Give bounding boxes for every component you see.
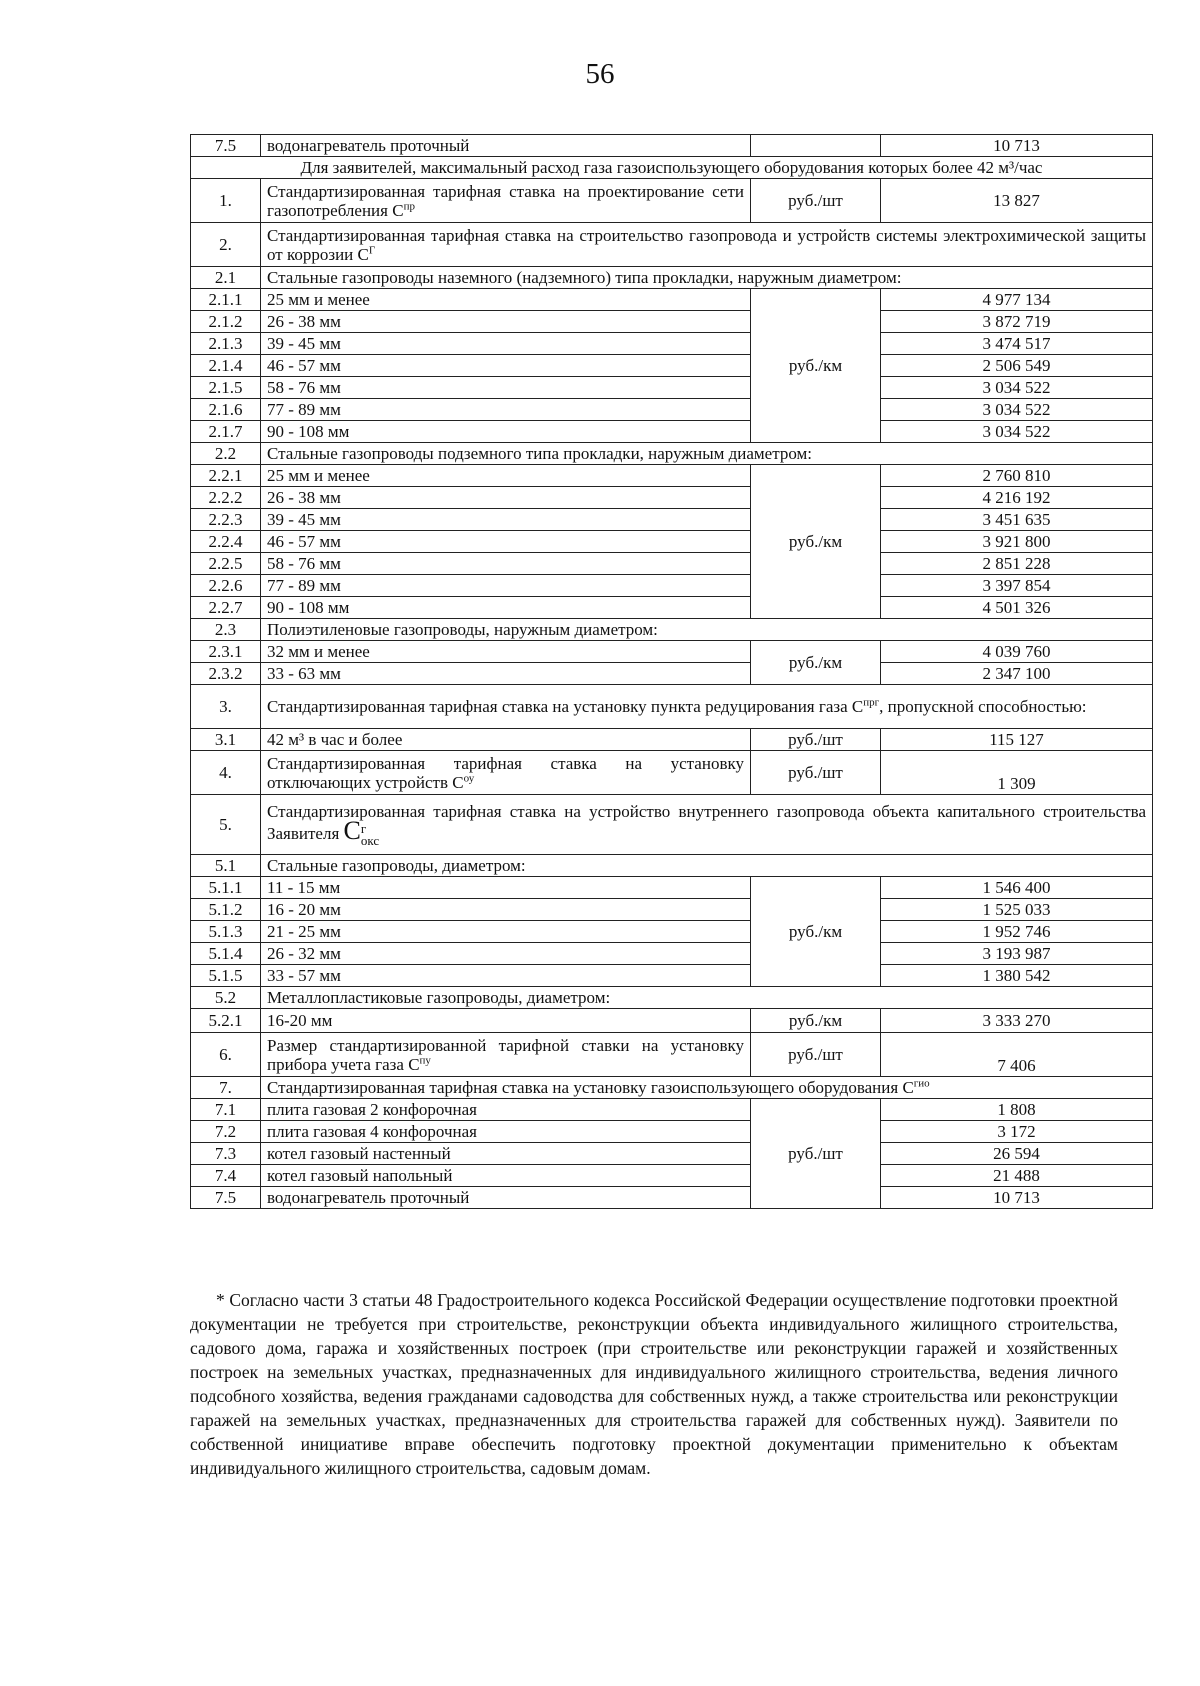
row-number: 2.3.1	[191, 641, 261, 663]
row-description: 33 - 57 мм	[261, 965, 751, 987]
table-row-5-1-x-0	[191, 877, 1153, 899]
symbol-superscript: гио	[913, 1077, 930, 1090]
row-value: 1 952 746	[881, 921, 1153, 943]
row-number: 7.5	[191, 1187, 261, 1209]
row-value: 3 034 522	[881, 399, 1153, 421]
table-row-5-1-x-4	[191, 965, 1153, 987]
table-row-1	[191, 179, 1153, 223]
row-number: 2.2.6	[191, 575, 261, 597]
row-number: 2.2.2	[191, 487, 261, 509]
row-number: 7.5	[191, 135, 261, 157]
desc-text: Стандартизированная тарифная ставка на строительство газопровода и устройств системы электрохимической защиты от коррозии	[267, 225, 1146, 264]
row-description: Стальные газопроводы наземного (надземного) типа прокладки, наружным диаметром:	[261, 267, 1153, 289]
row-description: 25 мм и менее	[261, 465, 751, 487]
row-description: котел газовый настенный	[261, 1143, 751, 1165]
row-value: 10 713	[881, 1187, 1153, 1209]
symbol-superscript: пр	[403, 199, 415, 212]
row-value: 1 380 542	[881, 965, 1153, 987]
table-row-2-2-x-1	[191, 487, 1153, 509]
row-value: 4 039 760	[881, 641, 1153, 663]
row-number: 2.1.3	[191, 333, 261, 355]
row-number: 5.1.5	[191, 965, 261, 987]
row-number: 2.1	[191, 267, 261, 289]
row-value: 13 827	[881, 179, 1153, 223]
row-value: 3 451 635	[881, 509, 1153, 531]
row-value: 7 406	[881, 1033, 1153, 1077]
row-value: 3 193 987	[881, 943, 1153, 965]
c-letter: С	[851, 697, 864, 716]
table-row-7-x-0	[191, 1099, 1153, 1121]
row-value: 3 474 517	[881, 333, 1153, 355]
row-number: 2.	[191, 223, 261, 267]
row-value: 2 506 549	[881, 355, 1153, 377]
desc-text: Стандартизированная тарифная ставка на установку пункта редуцирования газа	[267, 697, 848, 716]
row-number: 2.2.4	[191, 531, 261, 553]
table-row-2-2-x-2	[191, 509, 1153, 531]
symbol-subscript: окс	[360, 833, 380, 849]
row-description: плита газовая 4 конфорочная	[261, 1121, 751, 1143]
table-row-3-1	[191, 729, 1153, 751]
table-row-2-2-x-5	[191, 575, 1153, 597]
symbol-superscript: г	[360, 821, 367, 837]
row-description: 39 - 45 мм	[261, 509, 751, 531]
row-description: водонагреватель проточный	[261, 1187, 751, 1209]
desc-text: Стандартизированная тарифная ставка на устройство внутреннего газопровода объекта капитального строительства Заявителя	[267, 801, 1146, 843]
row-number: 2.2.1	[191, 465, 261, 487]
section-title: Для заявителей, максимальный расход газа газоиспользующего оборудования которых более 42 м³/час	[191, 157, 1153, 179]
row-description: 25 мм и менее	[261, 289, 751, 311]
row-description	[261, 1033, 751, 1077]
row-number: 5.1.3	[191, 921, 261, 943]
row-description: 11 - 15 мм	[261, 877, 751, 899]
row-value: 2 760 810	[881, 465, 1153, 487]
row-value: 3 872 719	[881, 311, 1153, 333]
row-unit: руб./км	[751, 1009, 881, 1033]
row-value: 3 034 522	[881, 377, 1153, 399]
row-value: 3 921 800	[881, 531, 1153, 553]
table-row-2-1-x-5	[191, 399, 1153, 421]
row-value: 1 808	[881, 1099, 1153, 1121]
row-number: 7.	[191, 1077, 261, 1099]
row-description: 16 - 20 мм	[261, 899, 751, 921]
c-letter-large: С	[343, 815, 361, 845]
row-number: 2.3	[191, 619, 261, 641]
table-row-2-1-x-1	[191, 311, 1153, 333]
row-number: 1.	[191, 179, 261, 223]
table-row-5-2-1	[191, 1009, 1153, 1033]
table-row-5-2	[191, 987, 1153, 1009]
table-row-3	[191, 685, 1153, 729]
table-row-7-x-1	[191, 1121, 1153, 1143]
table-row-2-3-x-1	[191, 663, 1153, 685]
row-number: 2.2	[191, 443, 261, 465]
desc-text: Размер стандартизированной тарифной ставки на установку прибора учета газа	[267, 1035, 744, 1074]
row-number: 3.	[191, 685, 261, 729]
row-description: 77 - 89 мм	[261, 575, 751, 597]
row-description: 26 - 32 мм	[261, 943, 751, 965]
row-number: 2.2.5	[191, 553, 261, 575]
desc-text: Стандартизированная тарифная ставка на установку отключающих устройств	[267, 753, 744, 792]
c-letter: С	[902, 1078, 914, 1097]
desc-text: Стандартизированная тарифная ставка на проектирование сети газопотребления	[267, 181, 744, 220]
row-value: 26 594	[881, 1143, 1153, 1165]
c-letter: С	[392, 200, 404, 220]
table-row-2-2-x-4	[191, 553, 1153, 575]
row-value: 4 977 134	[881, 289, 1153, 311]
page-number: 56	[585, 58, 615, 90]
row-number: 5.1.2	[191, 899, 261, 921]
table-row-2	[191, 223, 1153, 267]
row-unit: руб./шт	[751, 1033, 881, 1077]
row-description	[261, 223, 1153, 267]
row-value: 4 216 192	[881, 487, 1153, 509]
row-value: 10 713	[881, 135, 1153, 157]
row-description: 16-20 мм	[261, 1009, 751, 1033]
row-number: 5.1	[191, 855, 261, 877]
row-description	[261, 179, 751, 223]
c-letter: С	[357, 244, 369, 264]
row-number: 3.1	[191, 729, 261, 751]
row-number: 2.1.6	[191, 399, 261, 421]
row-value: 3 397 854	[881, 575, 1153, 597]
table-row-2-1-x-3	[191, 355, 1153, 377]
row-value: 1 525 033	[881, 899, 1153, 921]
row-description: 90 - 108 мм	[261, 597, 751, 619]
table-row-2-2-x-6	[191, 597, 1153, 619]
row-description: 58 - 76 мм	[261, 377, 751, 399]
row-number: 5.2	[191, 987, 261, 1009]
row-description: котел газовый напольный	[261, 1165, 751, 1187]
row-value: 2 851 228	[881, 553, 1153, 575]
row-number: 7.4	[191, 1165, 261, 1187]
section-title-row	[191, 157, 1153, 179]
row-description	[261, 1077, 1153, 1099]
symbol-superscript: пу	[419, 1053, 431, 1066]
row-value: 2 347 100	[881, 663, 1153, 685]
table-row-5-1-x-1	[191, 899, 1153, 921]
row-description	[261, 751, 751, 795]
table-row-6	[191, 1033, 1153, 1077]
row-description	[261, 685, 1153, 729]
row-description: 26 - 38 мм	[261, 311, 751, 333]
table-row-7	[191, 1077, 1153, 1099]
symbol-superscript: прг	[863, 696, 880, 709]
row-description: 90 - 108 мм	[261, 421, 751, 443]
table-row-2-2-x-3	[191, 531, 1153, 553]
row-description: Стальные газопроводы, диаметром:	[261, 855, 1153, 877]
row-number: 2.1.5	[191, 377, 261, 399]
table-row-2-1-x-4	[191, 377, 1153, 399]
row-number: 5.2.1	[191, 1009, 261, 1033]
row-number: 2.2.7	[191, 597, 261, 619]
row-value: 3 034 522	[881, 421, 1153, 443]
row-description: Стальные газопроводы подземного типа прокладки, наружным диаметром:	[261, 443, 1153, 465]
footnote: * Согласно части 3 статьи 48 Градостроительного кодекса Российской Федерации осуществление подготовки проектной документации не требуется при строительстве, реконструкции объекта индивидуального жилищного строительства, садового дома, гаража и хозяйственных построек (при строительстве или реконструкции гаражей и хозяйственных построек на земельных участках, предназначенных для индивидуального жилищного строительства, ведения личного подсобного хозяйства, ведения гражданами садоводства для собственных нужд, а также строительства или реконструкции гаражей на земельных участках, предназначенных для строительства гаражей для собственных нужд). Заявители по собственной инициативе вправе обеспечить подготовку проектной документации применительно к объектам индивидуального жилищного строительства, садовым домам.	[190, 1290, 1118, 1478]
table-row-4	[191, 751, 1153, 795]
row-value: 21 488	[881, 1165, 1153, 1187]
row-number: 2.1.1	[191, 289, 261, 311]
row-unit: руб./шт	[751, 751, 881, 795]
row-description: плита газовая 2 конфорочная	[261, 1099, 751, 1121]
row-value: 1 309	[881, 751, 1153, 795]
row-number: 6.	[191, 1033, 261, 1077]
row-number: 2.1.7	[191, 421, 261, 443]
desc-tail: , пропускной способностью:	[879, 697, 1087, 716]
row-number: 2.1.4	[191, 355, 261, 377]
table-row-2-3	[191, 619, 1153, 641]
table-row-5-1-x-3	[191, 943, 1153, 965]
table-row-5-1	[191, 855, 1153, 877]
group-unit: руб./км	[751, 289, 881, 443]
row-value: 4 501 326	[881, 597, 1153, 619]
table-row-2-3-x-0	[191, 641, 1153, 663]
row-number: 2.3.2	[191, 663, 261, 685]
table-row-7-x-2	[191, 1143, 1153, 1165]
row-description: 77 - 89 мм	[261, 399, 751, 421]
row-number: 4.	[191, 751, 261, 795]
table-row-2-1	[191, 267, 1153, 289]
symbol-superscript: оу	[463, 771, 475, 784]
row-description	[261, 795, 1153, 855]
table-row-5-1-x-2	[191, 921, 1153, 943]
row-number: 7.3	[191, 1143, 261, 1165]
row-unit: руб./шт	[751, 179, 881, 223]
row-value: 115 127	[881, 729, 1153, 751]
c-letter: С	[452, 772, 464, 792]
row-unit: руб./шт	[751, 729, 881, 751]
table-row-2-1-x-0	[191, 289, 1153, 311]
row-description: 39 - 45 мм	[261, 333, 751, 355]
tariff-table	[190, 134, 1153, 1209]
row-value: 3 172	[881, 1121, 1153, 1143]
table-row-2-2	[191, 443, 1153, 465]
row-description: 46 - 57 мм	[261, 355, 751, 377]
row-description: 26 - 38 мм	[261, 487, 751, 509]
row-unit	[751, 135, 881, 157]
table-row-7-x-3	[191, 1165, 1153, 1187]
row-description: 21 - 25 мм	[261, 921, 751, 943]
row-number: 7.2	[191, 1121, 261, 1143]
table-row-2-2-x-0	[191, 465, 1153, 487]
row-description: 58 - 76 мм	[261, 553, 751, 575]
row-number: 5.1.1	[191, 877, 261, 899]
table-row-7-x-4	[191, 1187, 1153, 1209]
row-description: Полиэтиленовые газопроводы, наружным диаметром:	[261, 619, 1153, 641]
row-number: 2.1.2	[191, 311, 261, 333]
row-description: 32 мм и менее	[261, 641, 751, 663]
row-number: 7.1	[191, 1099, 261, 1121]
row-description: водонагреватель проточный	[261, 135, 751, 157]
group-unit: руб./км	[751, 877, 881, 987]
row-value: 1 546 400	[881, 877, 1153, 899]
table-row-2-1-x-6	[191, 421, 1153, 443]
row-description: 33 - 63 мм	[261, 663, 751, 685]
symbol-sup-sub	[361, 823, 379, 847]
row-description: 42 м³ в час и более	[261, 729, 751, 751]
group-unit: руб./км	[751, 641, 881, 685]
group-unit: руб./км	[751, 465, 881, 619]
row-number: 5.1.4	[191, 943, 261, 965]
table-row-2-1-x-2	[191, 333, 1153, 355]
group-unit: руб./шт	[751, 1099, 881, 1209]
row-description: Металлопластиковые газопроводы, диаметром:	[261, 987, 1153, 1009]
symbol-superscript: Г	[368, 243, 376, 256]
row-number: 5.	[191, 795, 261, 855]
row-description: 46 - 57 мм	[261, 531, 751, 553]
row-value: 3 333 270	[881, 1009, 1153, 1033]
table-row-5	[191, 795, 1153, 855]
desc-text: Стандартизированная тарифная ставка на установку газоиспользующего оборудования	[267, 1078, 899, 1097]
c-letter: С	[408, 1054, 420, 1074]
row-number: 2.2.3	[191, 509, 261, 531]
table-row-7-5-top	[191, 135, 1153, 157]
